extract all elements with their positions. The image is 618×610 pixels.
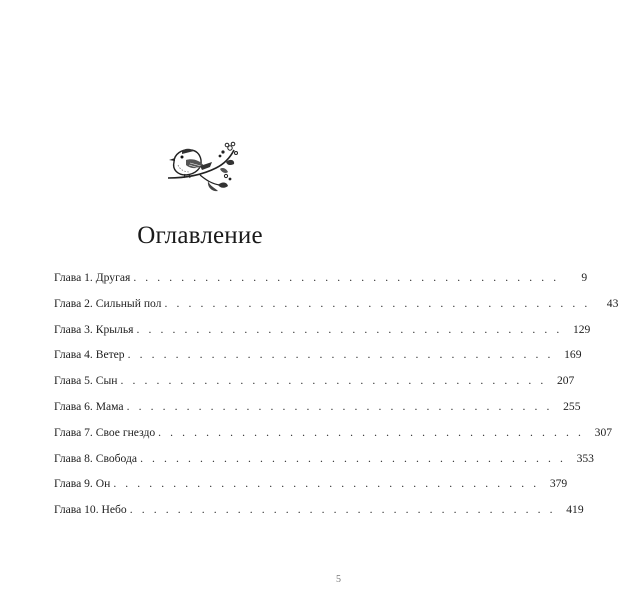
toc-row[interactable] [54,503,584,529]
toc-row[interactable] [54,374,575,400]
toc-leader-dots: . . . . . . . . . . . . . . . . . . . . . . . . . . . . . . . . . . . . [113,477,540,491]
toc-leader-dots: . . . . . . . . . . . . . . . . . . . . . . . . . . . . . . . . . . . . [120,374,547,388]
toc-leader-dots: . . . . . . . . . . . . . . . . . . . . . . . . . . . . . . . . . . . . [140,451,566,465]
toc-chapter-title: Глава 9. Он [54,477,111,491]
toc-row[interactable] [54,399,581,426]
bird-on-branch-icon [160,138,242,194]
toc-row[interactable] [54,322,591,349]
toc-page-number: 169 [564,348,582,362]
toc-chapter-title: Глава 3. Крылья [54,322,134,336]
page-number: 5 [336,574,341,585]
toc-leader-dots: . . . . . . . . . . . . . . . . . . . . . . . . . . . . . . . . . . . . [158,425,585,439]
toc-chapter-title: Глава 5. Сын [54,374,118,388]
toc-page-number: 419 [566,503,584,517]
toc-page-number: 307 [594,425,613,439]
toc-leader-dots: . . . . . . . . . . . . . . . . . . . . . . . . . . . . . . . . . . . . [133,271,560,284]
toc-leader-dots: . . . . . . . . . . . . . . . . . . . . . . . . . . . . . . . . . . . . [164,296,591,310]
toc-row[interactable] [54,425,613,452]
toc-leader-dots: . . . . . . . . . . . . . . . . . . . . . . . . . . . . . . . . . . . . [129,503,556,517]
toc-page-number: 255 [563,399,581,413]
toc-row[interactable] [54,477,568,503]
toc-page-number: 9 [581,271,588,284]
toc-row[interactable] [54,348,582,374]
toc-chapter-title: Глава 7. Свое гнездо [54,425,156,439]
toc-leader-dots: . . . . . . . . . . . . . . . . . . . . . . . . . . . . . . . . . . . . [126,399,553,413]
ornament [160,138,242,194]
toc-chapter-title: Глава 1. Другая [54,271,131,284]
table-of-contents [54,271,618,529]
toc-leader-dots: . . . . . . . . . . . . . . . . . . . . . . . . . . . . . . . . . . . . [127,348,554,362]
toc-chapter-title: Глава 10. Небо [54,503,127,517]
toc-page-number: 207 [556,374,575,388]
toc-page-number: 379 [549,477,568,491]
toc-page-number: 43 [606,296,618,310]
toc-chapter-title: Глава 6. Мама [54,399,124,413]
toc-page-number: 353 [576,451,594,465]
page-title: Оглавление [137,222,263,249]
toc-page-number: 129 [572,322,591,336]
toc-leader-dots: . . . . . . . . . . . . . . . . . . . . . . . . . . . . . . . . . . . . [136,322,563,336]
toc-chapter-title: Глава 2. Сильный пол [54,296,162,310]
toc-chapter-title: Глава 4. Ветер [54,348,125,362]
toc-chapter-title: Глава 8. Свобода [54,451,138,465]
toc-row[interactable] [54,271,588,297]
toc-row[interactable] [54,296,618,323]
toc-row[interactable] [54,451,594,478]
